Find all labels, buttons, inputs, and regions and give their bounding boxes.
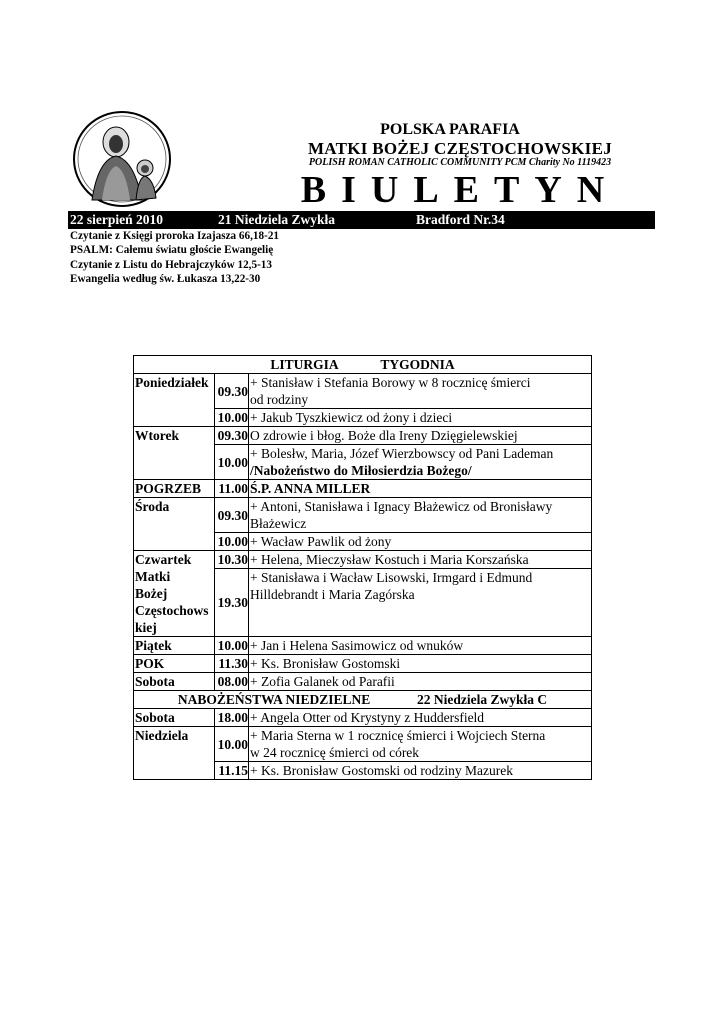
table-row xyxy=(134,673,592,691)
header-right: TYGODNIA xyxy=(380,357,455,372)
table-row xyxy=(134,427,592,445)
time-cell: 10.00 xyxy=(215,727,249,762)
table-row xyxy=(134,655,592,673)
day-cell: Piątek xyxy=(134,637,215,655)
time-cell: 10.00 xyxy=(215,533,249,551)
day-cell: Wtorek xyxy=(134,427,215,480)
intention-cell: + Angela Otter od Krystyny z Huddersfield xyxy=(249,709,592,727)
day-cell: Czwartek Matki Bożej Częstochows kiej xyxy=(134,551,215,637)
day-cell: Sobota xyxy=(134,673,215,691)
day-cell: Sobota xyxy=(134,709,215,727)
day-cell: Środa xyxy=(134,498,215,551)
reading-3: Czytanie z Listu do Hebrajczyków 12,5-13 xyxy=(70,258,272,271)
table-row xyxy=(134,727,592,762)
table-row xyxy=(134,709,592,727)
intention-cell: + Maria Sterna w 1 rocznicę śmierci i Wojciech Sterna w 24 rocznicę śmierci od córek xyxy=(249,727,592,762)
intention-cell: + Helena, Mieczysław Kostuch i Maria Korszańska xyxy=(249,551,592,569)
table-row xyxy=(134,551,592,569)
intention-cell: O zdrowie i błog. Boże dla Ireny Dzięgielewskiej xyxy=(249,427,592,445)
intention-cell: + Stanisława i Wacław Lisowski, Irmgard i Edmund Hilldebrandt i Maria Zagórska xyxy=(249,569,592,637)
table-row xyxy=(134,498,592,533)
time-cell: 10.30 xyxy=(215,551,249,569)
time-cell: 09.30 xyxy=(215,427,249,445)
intention-cell: + Bolesłw, Maria, Józef Wierzbowscy od Pani Lademan /Nabożeństwo do Miłosierdzia Bożego/ xyxy=(249,445,592,480)
header-line-2: MATKI BOŻEJ CZĘSTOCHOWSKIEJ xyxy=(307,139,613,158)
table-header xyxy=(134,356,592,374)
header-line-1: POLSKA PARAFIA xyxy=(380,121,520,138)
table-row xyxy=(134,480,592,498)
bar-date: 22 sierpień 2010 xyxy=(70,212,163,227)
time-cell: 10.00 xyxy=(215,409,249,427)
table-row xyxy=(134,374,592,409)
table-row xyxy=(134,691,592,709)
bar-sunday: 21 Niedziela Zwykła xyxy=(218,212,335,227)
reading-4: Ewangelia według św. Łukasza 13,22-30 xyxy=(70,272,261,285)
sub-header-left: NABOŻEŃSTWA NIEDZIELNE xyxy=(177,692,371,707)
time-cell: 11.00 xyxy=(215,480,249,498)
sunday-header xyxy=(134,691,592,709)
day-cell: Niedziela xyxy=(134,727,215,780)
intention-cell: + Antoni, Stanisława i Ignacy Błażewicz od Bronisławy Błażewicz xyxy=(249,498,592,533)
madonna-logo-icon xyxy=(72,110,172,208)
day-cell: POK xyxy=(134,655,215,673)
intention-cell: + Wacław Pawlik od żony xyxy=(249,533,592,551)
intention-cell: + Zofia Galanek od Parafii xyxy=(249,673,592,691)
readings-list xyxy=(70,229,279,286)
intention-cell: + Jakub Tyszkiewicz od żony i dzieci xyxy=(249,409,592,427)
table-row xyxy=(134,356,592,374)
intention-cell: + Ks. Bronisław Gostomski od rodziny Mazurek xyxy=(249,762,592,780)
time-cell: 11.15 xyxy=(215,762,249,780)
time-cell: 08.00 xyxy=(215,673,249,691)
time-cell: 18.00 xyxy=(215,709,249,727)
sub-header-right: 22 Niedziela Zwykła C xyxy=(417,692,548,707)
bulletin-title: BIULETYN xyxy=(300,169,620,211)
header-left: LITURGIA xyxy=(270,357,338,372)
time-cell: 19.30 xyxy=(215,569,249,637)
bar-place: Bradford Nr.34 xyxy=(416,212,505,227)
day-cell: POGRZEB xyxy=(134,480,215,498)
time-cell: 09.30 xyxy=(215,498,249,533)
intention-cell: + Jan i Helena Sasimowicz od wnuków xyxy=(249,637,592,655)
reading-1: Czytanie z Księgi proroka Izajasza 66,18-21 xyxy=(70,230,280,242)
intention-cell: + Stanisław i Stefania Borowy w 8 rocznicę śmierci od rodziny xyxy=(249,374,592,409)
day-cell: Poniedziałek xyxy=(134,374,215,427)
time-cell: 10.00 xyxy=(215,445,249,480)
header-line-3: POLISH ROMAN CATHOLIC COMMUNITY PCM Charity No 1119423 xyxy=(308,157,612,168)
mass-schedule-table xyxy=(133,355,592,780)
intention-cell: Ś.P. ANNA MILLER xyxy=(249,480,592,498)
intention-cell: + Ks. Bronisław Gostomski xyxy=(249,655,592,673)
time-cell: 10.00 xyxy=(215,637,249,655)
time-cell: 11.30 xyxy=(215,655,249,673)
time-cell: 09.30 xyxy=(215,374,249,409)
reading-2: PSALM: Całemu światu głoście Ewangelię xyxy=(70,244,274,257)
date-bar xyxy=(68,211,655,229)
table-row xyxy=(134,637,592,655)
